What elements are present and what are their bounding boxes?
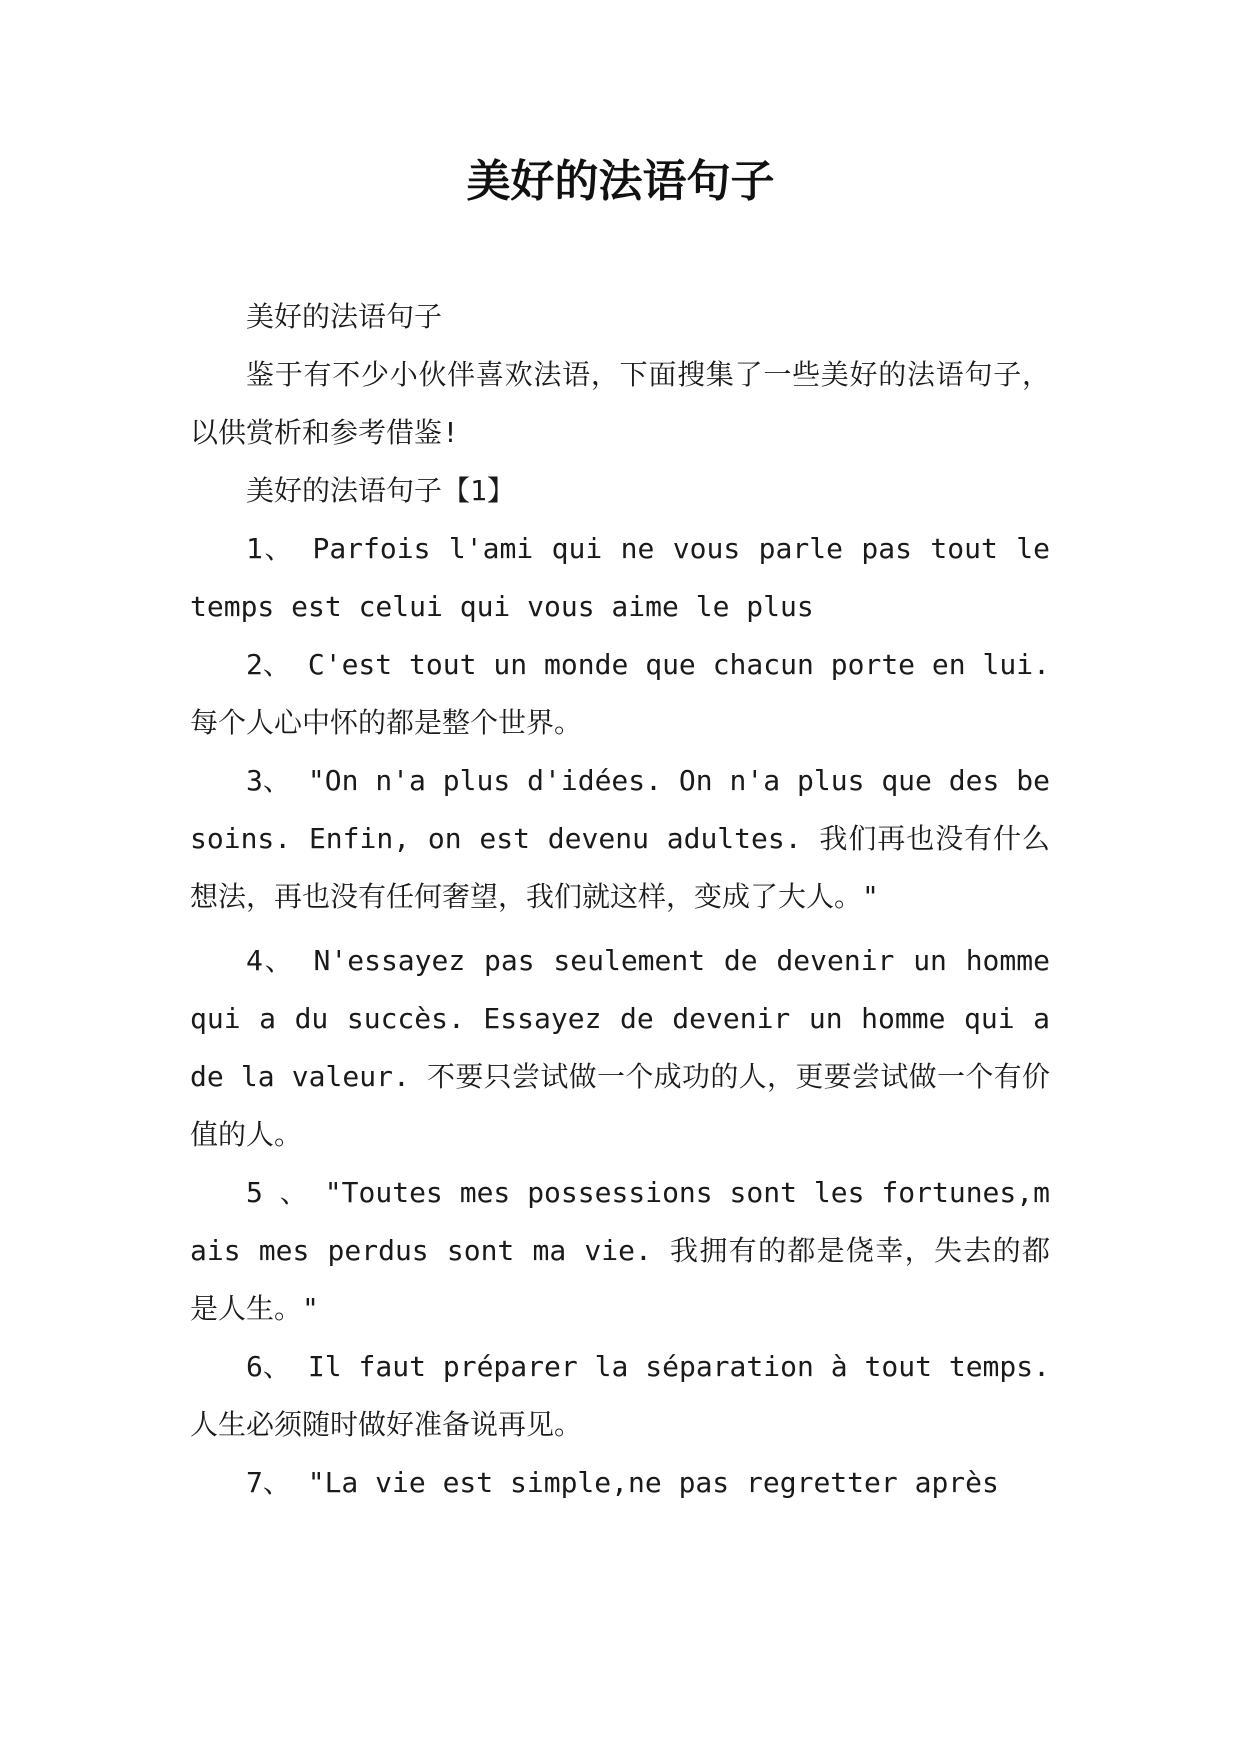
quote-item-6: 6、 Il faut préparer la séparation à tout temps. 人生必须随时做好准备说再见。: [190, 1350, 1050, 1441]
quote-item-2: 2、 C'est tout un monde que chacun porte en lui. 每个人心中怀的都是整个世界。: [190, 648, 1050, 739]
document-title: 美好的法语句子: [466, 156, 775, 207]
quote-item-1: 1、 Parfois l'ami qui ne vous parle pas tout le temps est celui qui vous aime le plus: [190, 532, 1050, 623]
quote-item-3: 3、 "On n'a plus d'idées. On n'a plus que des besoins. Enfin, on est devenu adultes. 我们再也没有什么想法，再也没有任何奢望，我们就这样，变成了大人。": [190, 764, 1050, 913]
section-heading: 美好的法语句子【1】: [246, 474, 515, 507]
quote-item-4: 4、 N'essayez pas seulement de devenir un homme qui a du succès. Essayez de devenir un homme qui a de la valeur. 不要只尝试做一个成功的人，更要尝试做一个有价值的人。: [190, 944, 1050, 1151]
quote-item-5: 5 、 "Toutes mes possessions sont les fortunes,mais mes perdus sont ma vie. 我拥有的都是侥幸，失去的都是人生。": [190, 1176, 1050, 1325]
quote-item-7: 7、 "La vie est simple,ne pas regretter après: [246, 1466, 999, 1499]
paragraph-heading: 美好的法语句子: [246, 300, 443, 333]
document-body: [190, 288, 1050, 1512]
paragraph-intro: 鉴于有不少小伙伴喜欢法语，下面搜集了一些美好的法语句子，以供赏析和参考借鉴!: [190, 358, 1050, 449]
